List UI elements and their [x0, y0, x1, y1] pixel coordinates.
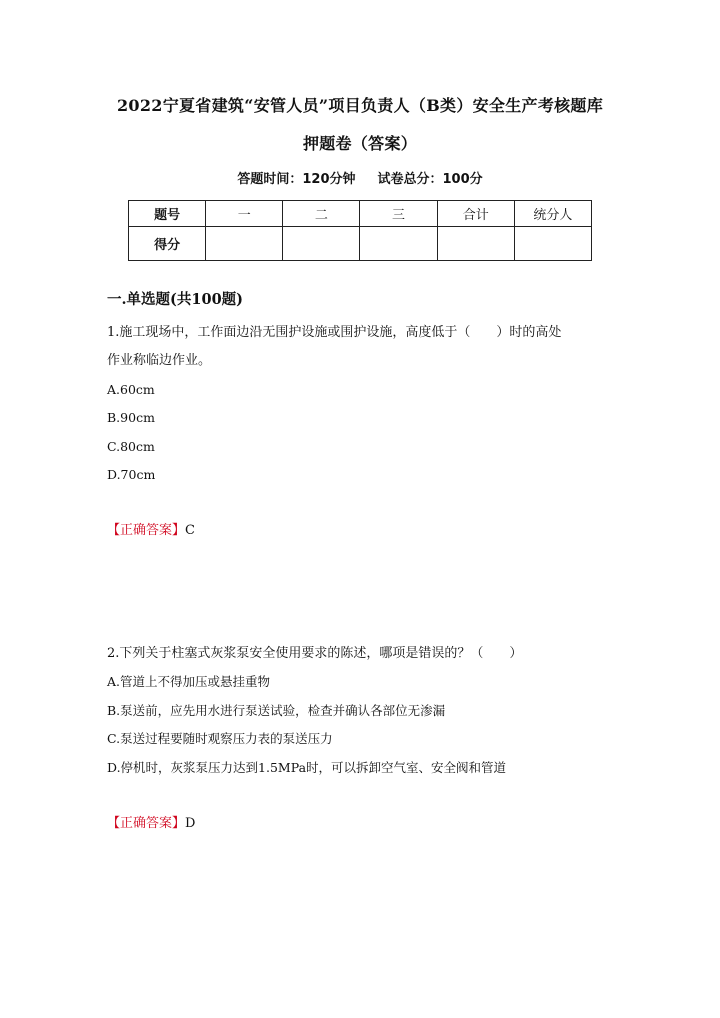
exam-time: 答题时间：120分钟: [237, 172, 356, 187]
score-table-score-row: [129, 227, 592, 261]
score-table-header-part3: 三: [360, 201, 437, 227]
section-title: 一.单选题(共100题): [107, 291, 244, 308]
question-1-answer: [107, 522, 195, 540]
answer-value: D: [185, 816, 196, 831]
score-cell: [514, 227, 591, 261]
score-cell: [437, 227, 514, 261]
score-table-header-row: [129, 201, 592, 227]
question-2-option-d: D.停机时，灰浆泵压力达到1.5MPa时，可以拆卸空气室、安全阀和管道: [107, 760, 507, 775]
score-table-header-question-no: 题号: [129, 201, 206, 227]
answer-label: 【正确答案】: [107, 523, 186, 538]
exam-meta: [0, 171, 720, 189]
score-cell: [360, 227, 437, 261]
question-2-answer: [107, 815, 195, 833]
score-cell: [206, 227, 283, 261]
document-title-line1: 2022宁夏省建筑“安管人员”项目负责人（B类）安全生产考核题库: [116, 96, 604, 115]
answer-label: 【正确答案】: [107, 816, 186, 831]
total-score: 试卷总分：100分: [377, 172, 483, 187]
score-table-row-label: 得分: [129, 227, 206, 261]
question-2-option-c: C.泵送过程要随时观察压力表的泵送压力: [107, 731, 333, 746]
question-1-option-b: B.90cm: [107, 410, 155, 425]
question-2-option-b: B.泵送前，应先用水进行泵送试验，检查并确认各部位无渗漏: [107, 703, 446, 718]
question-1-stem-line1: 1.施工现场中，工作面边沿无围护设施或围护设施，高度低于（ ）时的高处: [107, 325, 562, 340]
question-1-option-c: C.80cm: [107, 439, 155, 454]
question-1-stem-line2: 作业称临边作业。: [107, 353, 212, 368]
score-table-header-total: 合计: [437, 201, 514, 227]
score-table: [128, 200, 592, 261]
score-table-header-part2: 二: [283, 201, 360, 227]
question-2-option-a: A.管道上不得加压或悬挂重物: [107, 674, 271, 689]
score-table-header-part1: 一: [206, 201, 283, 227]
document-title-line2: 押题卷（答案）: [302, 134, 418, 153]
question-1-option-a: A.60cm: [107, 382, 155, 397]
question-2-stem-line1: 2.下列关于柱塞式灰浆泵安全使用要求的陈述，哪项是错误的？（ ）: [107, 646, 523, 661]
answer-value: C: [185, 523, 195, 538]
score-cell: [283, 227, 360, 261]
score-table-header-grader: 统分人: [514, 201, 591, 227]
question-1-option-d: D.70cm: [107, 467, 156, 482]
